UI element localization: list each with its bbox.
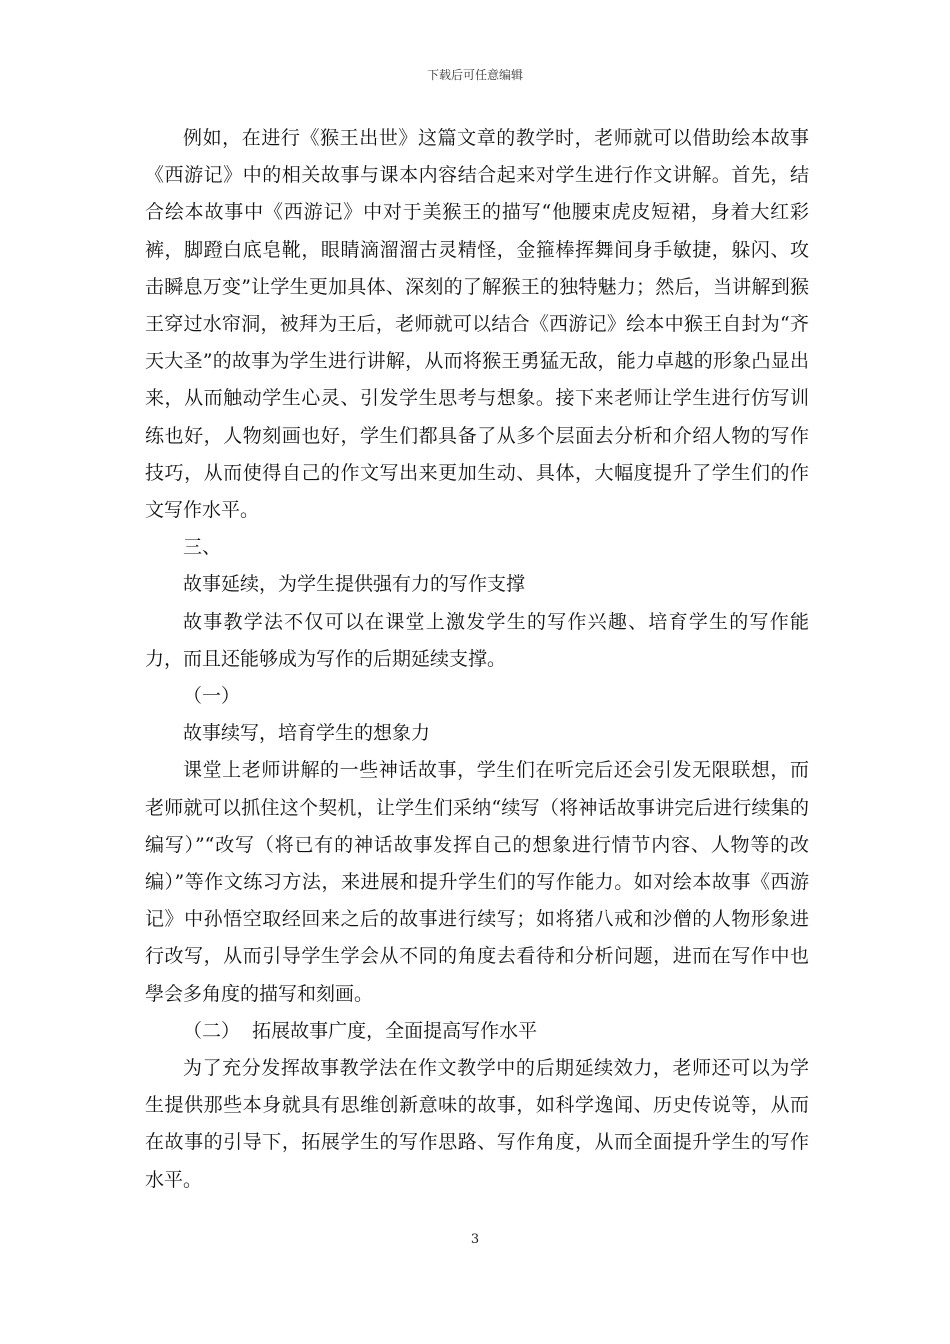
subsection-1-number: （一）	[183, 685, 241, 708]
page-header: 下载后可任意编辑	[426, 68, 523, 82]
document-body	[145, 120, 809, 1199]
subsection-1-title: 故事续写，培育学生的想象力	[183, 722, 431, 745]
paragraph-story-breadth: 为了充分发挥故事教学法在作文教学中的后期延续效力，老师还可以为学生提供那些本身就具有思维创新意味的故事，如科学逸闻、历史传说等，从而在故事的引导下，拓展学生的写作思路、写作角度，从而全面提升学生的写作水平。	[145, 1057, 809, 1191]
subsection-2-heading: （二） 拓展故事广度，全面提高写作水平	[183, 1019, 538, 1042]
page-number: 3	[470, 1232, 480, 1247]
paragraph-monkey-king-example: 例如，在进行《猴王出世》这篇文章的教学时，老师就可以借助绘本故事《西游记》中的相关故事与课本内容结合起来对学生进行作文讲解。首先，结合绘本故事中《西游记》中对于美猴王的描写“他腰束虎皮短裙，身着大红彩裤，脚蹬白底皂靴，眼睛滴溜溜古灵精怪，金箍棒挥舞间身手敏捷，躲闪、攻击瞬息万变”让学生更加具体、深刻的了解猴王的独特魅力；然后，当讲解到猴王穿过水帘洞，被拜为王后，老师就可以结合《西游记》绘本中猴王自封为“齐天大圣”的故事为学生进行讲解，从而将猴王勇猛无敌，能力卓越的形象凸显出来，从而触动学生心灵、引发学生思考与想象。接下来老师让学生进行仿写训练也好，人物刻画也好，学生们都具备了从多个层面去分析和介绍人物的写作技巧，从而使得自己的作文写出来更加生动、具体，大幅度提升了学生们的作文写作水平。	[145, 127, 809, 522]
section-3-number: 三、	[183, 536, 222, 559]
section-3-title: 故事延续，为学生提供强有力的写作支撑	[183, 573, 526, 596]
paragraph-story-continuation: 故事教学法不仅可以在课堂上激发学生的写作兴趣、培育学生的写作能力，而且还能够成为写作的后期延续支撑。	[145, 610, 809, 670]
paragraph-story-rewriting: 课堂上老师讲解的一些神话故事，学生们在听完后还会引发无限联想，而老师就可以抓住这个契机，让学生们采纳“续写（将神话故事讲完后进行续集的编写）”“改写（将已有的神话故事发挥自己的想象进行情节内容、人物等的改编）”等作文练习方法，来进展和提升学生们的写作能力。如对绘本故事《西游记》中孙悟空取经回来之后的故事进行续写；如将猪八戒和沙僧的人物形象进行改写，从而引导学生学会从不同的角度去看待和分析问题，进而在写作中也學会多角度的描写和刻画。	[145, 759, 809, 1005]
